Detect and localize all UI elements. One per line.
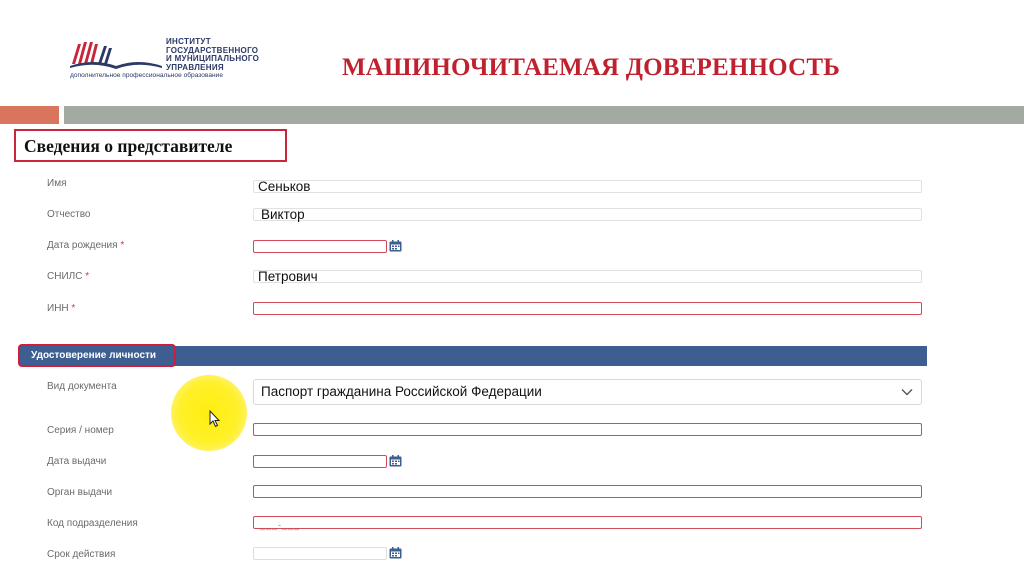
- last-name-value: Сеньков: [258, 179, 311, 194]
- doc-type-label: Вид документа: [47, 381, 117, 392]
- inn-input[interactable]: [253, 302, 922, 315]
- issue-date-input[interactable]: [253, 455, 387, 468]
- series-number-label: Серия / номер: [47, 425, 114, 436]
- logo-subtitle: дополнительное профессиональное образование: [70, 72, 224, 79]
- division-code-placeholder: ___-___: [260, 520, 301, 530]
- series-number-input[interactable]: [253, 423, 922, 436]
- mouse-pointer-icon: [209, 410, 221, 428]
- issue-date-label: Дата выдачи: [47, 456, 107, 467]
- issuer-input[interactable]: [253, 485, 922, 498]
- division-code-input[interactable]: [253, 516, 922, 529]
- first-name-input[interactable]: [253, 208, 922, 221]
- birth-date-input[interactable]: [253, 240, 387, 253]
- division-code-label: Код подразделения: [47, 518, 138, 529]
- first-name-label: Отчество: [47, 209, 91, 220]
- last-name-input[interactable]: [253, 180, 922, 193]
- doc-type-value: Паспорт гражданина Российской Федерации: [261, 384, 542, 399]
- section-heading: Сведения о представителе: [14, 129, 287, 162]
- logo-text: ИНСТИТУТ ГОСУДАРСТВЕННОГО И МУНИЦИПАЛЬНОГО УПРАВЛЕНИЯ: [166, 37, 260, 72]
- calendar-icon[interactable]: [389, 240, 402, 252]
- calendar-icon[interactable]: [389, 547, 402, 559]
- identity-section-label: Удостоверение личности: [18, 344, 176, 367]
- validity-input[interactable]: [253, 547, 387, 560]
- chevron-down-icon[interactable]: [901, 388, 913, 396]
- inn-label: ИНН *: [47, 303, 76, 314]
- doc-type-select[interactable]: [253, 379, 922, 405]
- snils-value: Петрович: [258, 269, 318, 284]
- snils-input[interactable]: [253, 270, 922, 283]
- first-name-value: Виктор: [261, 207, 305, 222]
- birth-date-label: Дата рождения *: [47, 240, 125, 251]
- page-title: МАШИНОЧИТАЕМАЯ ДОВЕРЕННОСТЬ: [342, 54, 840, 81]
- validity-label: Срок действия: [47, 549, 116, 560]
- calendar-icon[interactable]: [389, 455, 402, 467]
- issuer-label: Орган выдачи: [47, 487, 113, 498]
- snils-label: СНИЛС *: [47, 271, 90, 282]
- last-name-label: Имя: [47, 178, 67, 189]
